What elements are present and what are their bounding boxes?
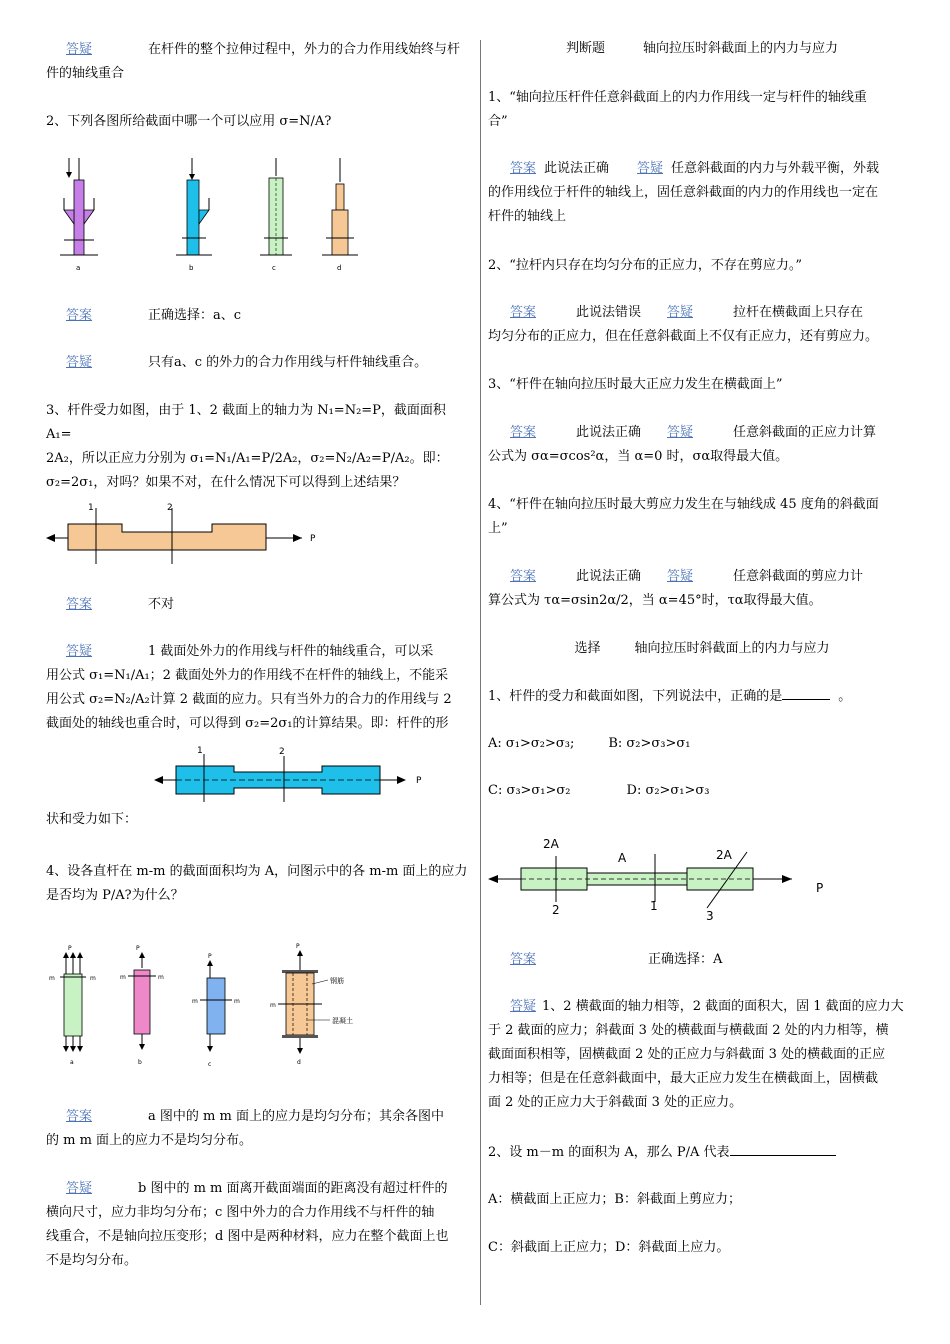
q3-answer-text: 不对 <box>148 597 175 612</box>
doubt-link[interactable]: 答疑 <box>637 161 664 176</box>
heading-choice <box>488 637 916 661</box>
j1-question <box>488 86 916 134</box>
j3-doubt-l2: 公式为 σα=σcos²α，当 α=0 时，σα取得最大值。 <box>488 449 789 464</box>
q3-answer-paragraph <box>46 593 472 617</box>
q4-question <box>46 860 472 908</box>
c1-question <box>488 685 916 709</box>
c1-option-b: B: σ₂>σ₃>σ₁ <box>608 736 691 751</box>
q4-fig-label-d: d <box>297 1059 301 1066</box>
c1-option-a: A: σ₁>σ₂>σ₃; <box>488 736 575 751</box>
c2-options-ab: A：横截面上正应力；B：斜截面上剪应力； <box>488 1192 741 1207</box>
c1-fig-2a-right: 2A <box>716 848 732 862</box>
answer-link[interactable]: 答案 <box>510 305 537 320</box>
c1-options-ab <box>488 732 916 756</box>
q4-fig-label-b: b <box>138 1059 142 1066</box>
q4-line1: 4、设各直杆在 m-m 的截面面积均为 A，问图示中的各 m-m 面上的应力 <box>46 864 468 879</box>
j3-answer-text: 此说法正确 <box>576 425 642 440</box>
q1-doubt-text: 在杆件的整个拉伸过程中，外力的合力作用线始终与杆件的轴线重合 <box>46 42 461 81</box>
q2-doubt-text: 只有a、c 的外力的合力作用线与杆件轴线重合。 <box>148 355 428 370</box>
heading-judgement-label: 判断题 <box>565 41 605 56</box>
doubt-link[interactable]: 答疑 <box>510 999 537 1014</box>
j2-doubt-l2: 均匀分布的正应力，但在任意斜截面上不仅有正应力，还有剪应力。 <box>488 329 879 344</box>
q4-p-label-c: P <box>208 953 212 960</box>
q2-fig-d <box>322 158 358 272</box>
j1-doubt-l3: 杆件的轴线上 <box>488 209 567 224</box>
heading-judgement <box>488 37 916 61</box>
q3-line3: σ₂=2σ₁，对吗？如果不对，在什么情况下可以得到上述结果？ <box>46 475 406 490</box>
c1-fig-n2: 2 <box>552 903 560 917</box>
q4-p-label-d: P <box>296 943 300 950</box>
j2-answer-paragraph <box>488 301 916 349</box>
q4-doubt-l2: 横向尺寸，应力非均匀分布；c 图中外力的合力作用线不与杆件的轴 <box>46 1205 435 1220</box>
c1-doubt-paragraph <box>488 995 916 1115</box>
q1-doubt-paragraph <box>46 38 472 86</box>
c1-option-d: D: σ₂>σ₁>σ₃ <box>626 783 710 798</box>
q4-m-left-d: m <box>270 1002 276 1009</box>
q2-doubt-paragraph <box>46 351 472 375</box>
j3-doubt-l1: 任意斜截面的正应力计算 <box>733 425 877 440</box>
q2-answer-paragraph <box>46 304 472 328</box>
doubt-link[interactable]: 答疑 <box>66 355 93 370</box>
j1-line2: 合” <box>488 114 508 129</box>
q3-line2: 2A₂，所以正应力分别为 σ₁=N₁/A₁=P/2A₂，σ₂=N₂/A₂=P/A₂。即： <box>46 451 449 466</box>
c1-answer-blank <box>782 685 830 700</box>
q4-fig-b <box>120 945 164 1066</box>
j4-question <box>488 493 916 541</box>
q4-answer-paragraph <box>46 1105 472 1153</box>
j1-doubt-l2: 的作用线位于杆件的轴线上，固任意斜截面的内力的作用线也一定在 <box>488 185 879 200</box>
q2-fig-label-c: c <box>272 264 276 272</box>
q3-question <box>46 399 472 495</box>
column-divider <box>480 40 481 1305</box>
j3-answer-paragraph <box>488 421 916 469</box>
q3-fig-label-2: 2 <box>167 503 173 513</box>
j2-doubt-l1: 拉杆在横截面上只存在 <box>733 305 864 320</box>
q4-fig-a <box>49 945 96 1066</box>
q4-concrete-label: 混凝土 <box>332 1017 353 1025</box>
q4-fig-c <box>192 953 240 1068</box>
q3-fig-label-1: 1 <box>88 503 94 513</box>
j4-answer-paragraph <box>488 565 916 613</box>
answer-link[interactable]: 答案 <box>510 569 537 584</box>
q4-doubt-l4: 不是均匀分布。 <box>46 1253 138 1268</box>
doubt-link[interactable]: 答疑 <box>66 42 93 57</box>
j4-doubt-l2: 算公式为 τα=σsin2α/2，当 α=45°时，τα取得最大值。 <box>488 593 822 608</box>
q2-answer-text: 正确选择：a、c <box>148 308 242 323</box>
q4-fig-label-c: c <box>208 1061 212 1068</box>
q4-figure <box>46 940 366 1070</box>
q4-p-label-a: P <box>68 945 72 952</box>
q2-question: 2、下列各图所给截面中哪一个可以应用 σ=N/A? <box>46 114 332 129</box>
q4-doubt-l1: b 图中的 m m 面离开截面端面的距离没有超过杆件的 <box>138 1181 448 1196</box>
q3-fig-label-p: P <box>310 534 316 544</box>
q2-fig-c <box>260 158 292 272</box>
heading-choice-label: 选择 <box>574 641 601 656</box>
q3-figure <box>46 498 336 566</box>
q2-figure <box>56 158 342 273</box>
q4-fig-d <box>270 943 353 1066</box>
doubt-link[interactable]: 答疑 <box>667 425 694 440</box>
c1-answer-text: 正确选择：A <box>648 952 723 967</box>
q2-fig-label-d: d <box>337 264 342 272</box>
q3-line1: 3、杆件受力如图，由于 1、2 截面上的轴力为 N₁=N₂=P，截面面积 A₁= <box>46 403 446 442</box>
q2-fig-label-b: b <box>189 264 194 272</box>
q2-fig-a <box>60 158 98 272</box>
j4-line2: 上” <box>488 521 508 536</box>
c1-doubt-l5: 面 2 处的正应力大于斜截面 3 处的正应力。 <box>488 1095 743 1110</box>
q4-m-left-c: m <box>192 998 198 1005</box>
q4-m-left-b: m <box>120 974 126 981</box>
q4-p-label-b: P <box>136 945 140 952</box>
q4-answer-l2: 的 m m 面上的应力不是均匀分布。 <box>46 1133 253 1148</box>
q3-figure-2 <box>154 742 474 802</box>
q2-fig-b <box>176 158 212 272</box>
q4-m-right-b: m <box>158 974 164 981</box>
j2-answer-text: 此说法错误 <box>576 305 642 320</box>
c1-doubt-l3: 截面面积相等，固横截面 2 处的正应力与斜截面 3 处的横截面的正应 <box>488 1047 886 1062</box>
j4-doubt-l1: 任意斜截面的剪应力计 <box>733 569 864 584</box>
c2-answer-blank <box>730 1141 836 1156</box>
j2-question: 2、“拉杆内只存在均匀分布的正应力，不存在剪应力。” <box>488 258 803 273</box>
c2-question-text: 2、设 m－m 的面积为 A，那么 P/A 代表 <box>488 1145 730 1160</box>
c1-fig-p: P <box>816 881 824 895</box>
j1-doubt-l1: 任意斜截面的内力与外载平衡，外载 <box>671 161 880 176</box>
j3-question: 3、“杆件在轴向拉压时最大正应力发生在横截面上” <box>488 377 783 392</box>
q3-doubt-l2: 用公式 σ₁=N₁/A₁；2 截面处外力的作用线不在杆件的轴线上，不能采 <box>46 668 449 683</box>
c2-options-cd: C：斜截面上正应力；D：斜截面上应力。 <box>488 1240 730 1255</box>
c1-fig-n3: 3 <box>706 909 714 923</box>
q4-m-right-c: m <box>234 998 240 1005</box>
answer-link[interactable]: 答案 <box>66 1109 93 1124</box>
doubt-link[interactable]: 答疑 <box>667 569 694 584</box>
q4-m-right-a: m <box>90 975 96 982</box>
c1-doubt-l2: 于 2 截面的应力；斜截面 3 处的横截面与横截面 2 处的内力相等，横 <box>488 1023 889 1038</box>
j4-answer-text: 此说法正确 <box>576 569 642 584</box>
q4-doubt-l3: 线重合，不是轴向拉压变形；d 图中是两种材料，应力在整个截面上也 <box>46 1229 449 1244</box>
doubt-link[interactable]: 答疑 <box>667 305 694 320</box>
j4-line1: 4、“杆件在轴向拉压时最大剪应力发生在与轴线成 45 度角的斜截面 <box>488 497 879 512</box>
q3-doubt-l1: 1 截面处外力的作用线与杆件的轴线重合，可以采 <box>148 644 434 659</box>
q4-doubt-paragraph <box>46 1177 472 1273</box>
c1-fig-a: A <box>618 851 627 865</box>
answer-link[interactable]: 答案 <box>66 308 93 323</box>
heading-choice-topic: 轴向拉压时斜截面上的内力与应力 <box>634 641 830 656</box>
c1-option-c: C: σ₃>σ₁>σ₂ <box>488 783 571 798</box>
c1-answer-paragraph <box>488 948 916 972</box>
q4-line2: 是否均为 P/A?为什么？ <box>46 888 184 903</box>
q3-fig2-label-2: 2 <box>279 747 285 757</box>
heading-judgement-topic: 轴向拉压时斜截面上的内力与应力 <box>643 41 839 56</box>
c1-fig-2a-left: 2A <box>543 837 559 851</box>
q3-fig2-label-1: 1 <box>197 746 203 756</box>
c1-doubt-l4: 力相等；但是在任意斜截面中，最大正应力发生在横截面上，固横截 <box>488 1071 879 1086</box>
c1-question-end: 。 <box>838 689 852 704</box>
answer-link[interactable]: 答案 <box>510 425 537 440</box>
j1-answer-paragraph <box>488 157 916 229</box>
q3-doubt-l4: 截面处的轴线也重合时，可以得到 σ₂=2σ₁的计算结果。即：杆件的形 <box>46 716 449 731</box>
q4-steel-label: 钢筋 <box>330 977 344 985</box>
c1-question-text: 1、杆件的受力和截面如图，下列说法中，正确的是 <box>488 689 783 704</box>
doubt-link[interactable]: 答疑 <box>66 1181 93 1196</box>
c1-doubt-l1: 1、2 横截面的轴力相等，2 截面的面积大，固 1 截面的应力大 <box>542 999 904 1014</box>
c1-fig-n1: 1 <box>650 899 658 913</box>
answer-link[interactable]: 答案 <box>510 161 537 176</box>
q3-doubt-end: 状和受力如下： <box>46 812 138 827</box>
j1-line1: 1、“轴向拉压杆件任意斜截面上的内力作用线一定与杆件的轴线重 <box>488 90 867 105</box>
q3-doubt-l3: 用公式 σ₂=N₂/A₂计算 2 截面的应力。只有当外力的合力的作用线与 2 <box>46 692 452 707</box>
q3-doubt-paragraph <box>46 640 472 736</box>
j1-answer-text: 此说法正确 <box>544 161 610 176</box>
c2-question <box>488 1141 916 1165</box>
q4-answer-l1: a 图中的 m m 面上的应力是均匀分布；其余各图中 <box>148 1109 444 1124</box>
c1-figure <box>488 832 828 922</box>
doubt-link[interactable]: 答疑 <box>66 644 93 659</box>
answer-link[interactable]: 答案 <box>510 952 537 967</box>
answer-link[interactable]: 答案 <box>66 597 93 612</box>
q3-fig2-label-p: P <box>416 776 422 786</box>
c1-options-cd <box>488 779 916 803</box>
q4-m-left-a: m <box>49 975 55 982</box>
q4-fig-label-a: a <box>70 1059 74 1066</box>
q2-fig-label-a: a <box>76 264 81 272</box>
